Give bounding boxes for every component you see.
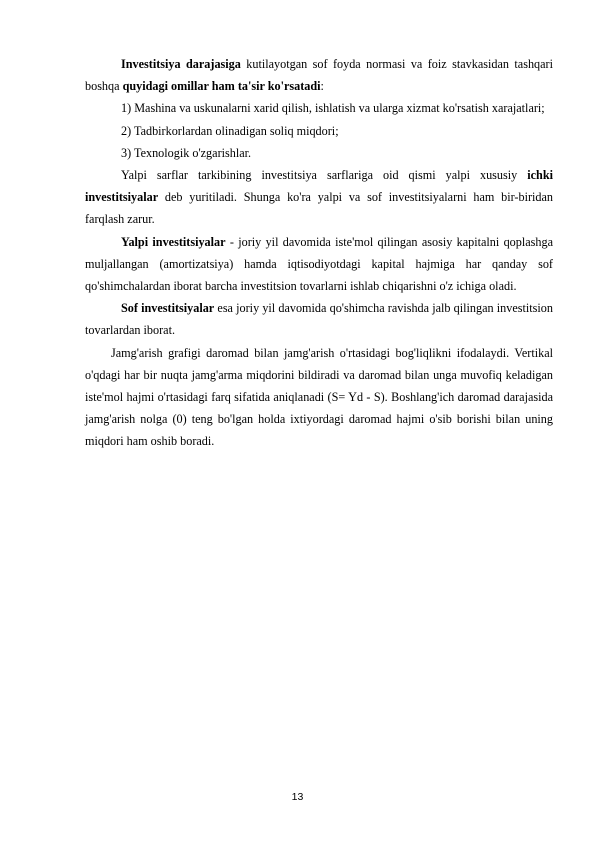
list-item-3 — [85, 142, 553, 164]
paragraph-gross-private-investment — [85, 164, 553, 231]
page-number: 13 — [291, 791, 304, 803]
list-item-1 — [85, 97, 553, 119]
list-item-2 — [85, 120, 553, 142]
paragraph-text: kutilayotgan sof foyda normasi va foiz stavkasidan tashqari boshqa — [85, 57, 553, 94]
paragraph-investment-factors — [85, 53, 553, 97]
paragraph-savings-graph — [85, 342, 553, 453]
term-investitsiya-darajasiga: Investitsiya darajasiga — [121, 57, 241, 71]
document-body — [85, 53, 553, 453]
list-item-text: 1) Mashina va uskunalarni xarid qilish, ishlatish va ularga xizmat ko'rsatish xarajatlari; — [121, 101, 545, 116]
term-ichki-investitsiyalar: ichki investitsiyalar — [85, 168, 553, 205]
paragraph-text: - joriy yil davomida iste'mol qilingan asosiy kapitalni qoplashga muljallangan (amortizatsiya) hamda iqtisodiyotdagi kapital hajmiga har qanday sof qo'shimchalardan iborat barcha investitsion tovarlarni ishlab chiqarishni o'z ichiga oladi. — [85, 234, 553, 294]
term-sof-investitsiyalar: Sof investitsiyalar — [121, 301, 215, 316]
paragraph-text: deb yuritiladi. Shunga ko'ra yalpi va sof investitsiyalarni ham bir-biridan farqlash zarur. — [85, 190, 553, 227]
paragraph-text: Jamg'arish grafigi daromad bilan jamg'arish o'rtasidagi bog'liqlikni ifodalaydi. Vertikal o'qdagi har bir nuqta jamg'arma miqdorini bildiradi va daromad bilan unga muvofiq keladigan iste'mol hajmi o'rtasidagi farq sifatida aniqlanadi (S= Yd - S). Boshlang'ich daromad darajasida jamg'arish nolga (0) teng bo'lgan holda ixtiyordagi daromad hajmi o'sib borishi bilan uning miqdori ham oshib boradi. — [85, 345, 553, 449]
paragraph-text: esa joriy yil davomida qo'shimcha ravishda jalb qilingan investitsion tovarlardan iborat. — [85, 301, 553, 338]
term-yalpi-investitsiyalar: Yalpi investitsiyalar — [121, 234, 226, 249]
paragraph-net-investment — [85, 297, 553, 341]
list-item-text: 2) Tadbirkorlardan olinadigan soliq miqdori; — [121, 123, 339, 138]
paragraph-end: : — [320, 79, 324, 94]
paragraph-text: Yalpi sarflar tarkibining investitsiya sarflariga oid qismi yalpi xususiy — [121, 168, 528, 183]
term-other-factors: quyidagi omillar ham ta'sir ko'rsatadi — [122, 79, 321, 94]
paragraph-gross-investment — [85, 231, 553, 298]
list-item-text: 3) Texnologik o'zgarishlar. — [121, 145, 252, 160]
